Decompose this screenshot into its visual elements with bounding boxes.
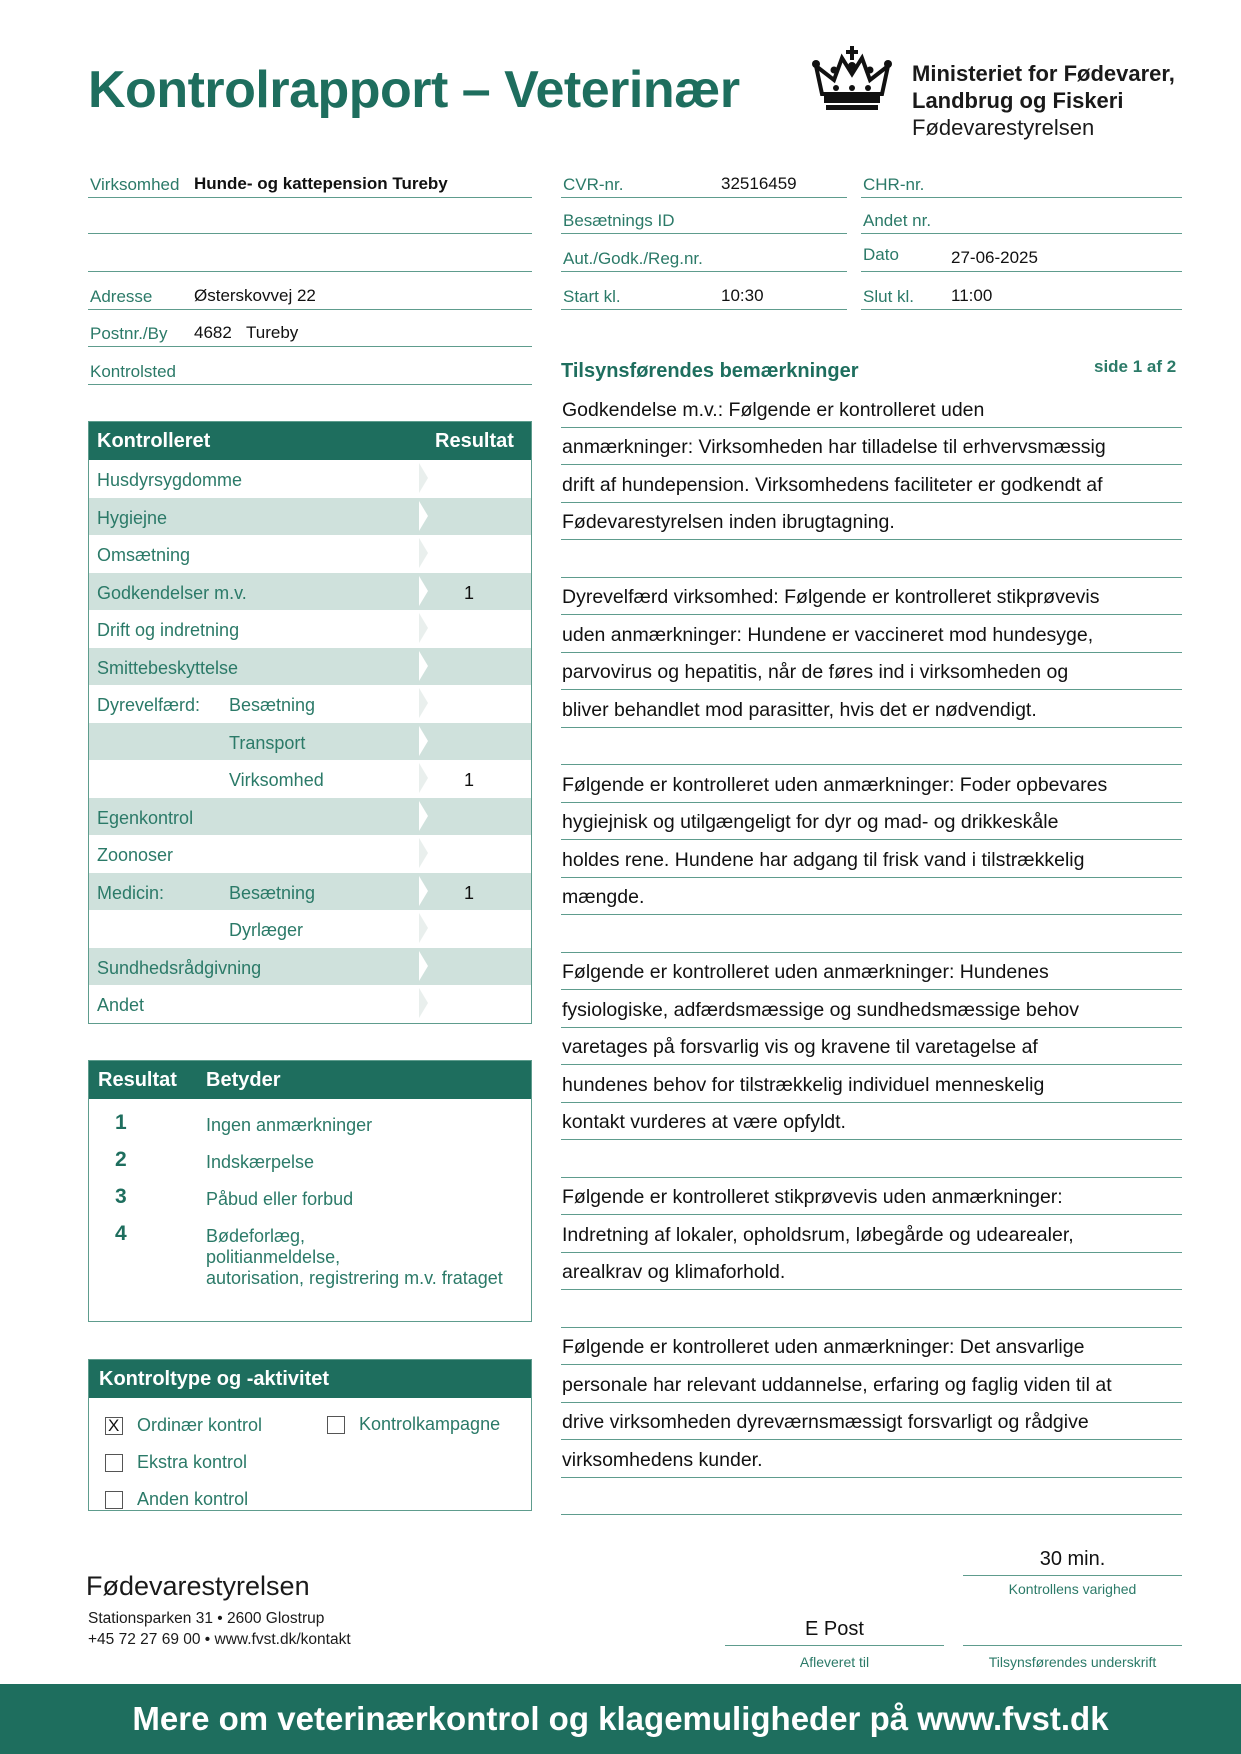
legend-text: Indskærpelse: [206, 1152, 315, 1172]
resultat-legend-header: [89, 1061, 531, 1099]
kontrolleret-row-label: Sundhedsrådgivning: [97, 957, 262, 978]
remark-text: mængde.: [562, 886, 645, 908]
ekstra-kontrol-label: Ekstra kontrol: [137, 1452, 248, 1472]
delivered-value: E Post: [805, 1618, 864, 1640]
kontrolleret-header-result: Resultat: [435, 430, 514, 452]
kontrolleret-row-sublabel: Besætning: [229, 695, 316, 715]
remark-text: Godkendelse m.v.: Følgende er kontrolleret uden: [562, 398, 985, 421]
kontrolleret-row: [89, 573, 531, 611]
remark-text: Dyrevelfærd virksomhed: Følgende er kontrolleret stikprøvevis: [562, 586, 1100, 608]
anden-kontrol-box[interactable]: [105, 1491, 123, 1509]
remark-line: [561, 1365, 1182, 1403]
agency-contact: +45 72 27 69 00 • www.fvst.dk/kontakt: [88, 1631, 351, 1648]
remark-line: [561, 990, 1182, 1028]
agency-address: Stationsparken 31 • 2600 Glostrup: [88, 1610, 325, 1627]
remark-line: [561, 728, 1182, 766]
ordinaer-kontrol-label: Ordinær kontrol: [137, 1415, 263, 1435]
remark-line: [561, 1215, 1182, 1253]
ordinaer-kontrol-box[interactable]: [105, 1417, 123, 1435]
remark-text: uden anmærkninger: Hundene er vaccineret mod hundesyge,: [562, 623, 1094, 646]
kontrolleret-row: [89, 948, 531, 986]
ministry-line-2: Landbrug og Fiskeri: [912, 88, 1124, 113]
dato-value: 27-06-2025: [951, 248, 1038, 267]
kontrolleret-row: [89, 535, 531, 573]
by-value: Tureby: [246, 323, 299, 342]
remark-line: [561, 1065, 1182, 1103]
row-arrow-icon: [419, 726, 428, 756]
remark-line: [561, 840, 1182, 878]
legend-num: 4: [115, 1222, 127, 1245]
kontrolleret-row-label: Husdyrsygdomme: [97, 470, 243, 490]
row-arrow-icon: [419, 501, 428, 531]
adresse-value: Østerskovvej 22: [194, 286, 316, 305]
postnr-field: [88, 311, 532, 347]
duration-value: 30 min.: [1039, 1548, 1106, 1570]
besaetnings-label: Besætnings ID: [563, 211, 675, 230]
legend-num: 1: [115, 1111, 127, 1134]
chr-label: CHR-nr.: [863, 175, 925, 194]
andet-nr-field: [861, 198, 1182, 234]
remark-line: [561, 653, 1182, 691]
kontrolleret-row: [89, 985, 531, 1023]
postnr-value: 4682: [194, 323, 232, 342]
remark-text: drift af hundepension. Virksomhedens faciliteter er godkendt af: [562, 473, 1103, 496]
remark-text: kontakt vurderes at være opfyldt.: [562, 1111, 846, 1133]
anden-kontrol-checkbox[interactable]: [105, 1489, 248, 1510]
kontrolleret-row-label: Hygiejne: [97, 507, 168, 528]
andet-nr-label: Andet nr.: [863, 211, 932, 230]
start-label: Start kl.: [563, 287, 621, 306]
kontrolleret-row-label: Andet: [97, 995, 145, 1015]
row-arrow-icon: [419, 951, 428, 981]
kontrolleret-row-sublabel: Dyrlæger: [229, 920, 304, 940]
agency-name: Fødevarestyrelsen: [86, 1571, 310, 1601]
kontrolsted-field: [88, 349, 532, 385]
remark-line: [561, 1178, 1182, 1216]
betyder-header-label: Betyder: [206, 1069, 281, 1091]
kontrolleret-row: [89, 798, 531, 836]
legend-num: 3: [115, 1185, 127, 1208]
slut-value: 11:00: [951, 286, 993, 305]
kontrolleret-row-result: 1: [464, 770, 475, 790]
cvr-value: 32516459: [721, 174, 797, 193]
signature-caption: Tilsynsførendes underskrift: [988, 1654, 1157, 1670]
remark-line: [561, 1403, 1182, 1441]
ministry-line-3: Fødevarestyrelsen: [912, 115, 1095, 140]
remark-text: Indretning af lokaler, opholdsrum, løbegårde og udearealer,: [562, 1223, 1074, 1246]
remark-line: [561, 803, 1182, 841]
cvr-label: CVR-nr.: [563, 175, 624, 194]
delivered-field: [725, 1610, 944, 1646]
adresse-label: Adresse: [90, 287, 153, 306]
remark-line: [561, 1478, 1182, 1516]
delivered-caption: Afleveret til: [799, 1654, 870, 1670]
page-number: side 1 af 2: [1094, 357, 1177, 376]
kontrolleret-header-label: Kontrolleret: [97, 430, 211, 452]
kontrolleret-row-result: 1: [464, 882, 475, 903]
kontroltype-header-label: Kontroltype og -aktivitet: [99, 1368, 330, 1390]
remark-line: [561, 1328, 1182, 1366]
kontrolleret-row-result: 1: [464, 582, 475, 603]
remark-text: virksomhedens kunder.: [562, 1448, 763, 1471]
row-arrow-icon: [419, 463, 428, 493]
kontrolleret-row: [89, 873, 531, 911]
remark-text: anmærkninger: Virksomheden har tilladelse til erhvervsmæssig: [562, 436, 1106, 458]
remark-line: [561, 465, 1182, 503]
row-arrow-icon: [419, 576, 428, 606]
signature-field: [963, 1610, 1182, 1646]
slut-field: [861, 274, 1182, 310]
virksomhed-line-3: [88, 236, 532, 272]
row-arrow-icon: [419, 538, 428, 568]
virksomhed-label: Virksomhed: [90, 175, 180, 194]
legend-text: Ingen anmærkninger: [206, 1115, 373, 1135]
row-arrow-icon: [419, 913, 428, 943]
remark-text: Følgende er kontrolleret uden anmærkninger: Det ansvarlige: [562, 1336, 1085, 1358]
report-title: Kontrolrapport – Veterinær: [88, 61, 740, 119]
remark-text: drive virksomheden dyreværnsmæssigt forsvarligt og rådgive: [562, 1411, 1089, 1433]
virksomhed-value: Hunde- og kattepension Tureby: [194, 174, 448, 193]
remark-text: fysiologiske, adfærdsmæssige og sundhedsmæssige behov: [562, 998, 1080, 1021]
anden-kontrol-label: Anden kontrol: [137, 1489, 249, 1509]
row-arrow-icon: [419, 651, 428, 681]
kontrolleret-table: [88, 421, 532, 1024]
kontrolleret-row: [89, 610, 531, 648]
kontroltype-box: [88, 1359, 532, 1511]
legend-text: Bødeforlæg, politianmeldelse, autorisation, registrering m.v. frataget: [206, 1226, 503, 1288]
footer-banner: Mere om veterinærkontrol og klagemuligheder på www.fvst.dk: [0, 1684, 1241, 1754]
row-arrow-icon: [419, 763, 428, 793]
remark-line: [561, 915, 1182, 953]
kontrolleret-row-label: Omsætning: [97, 545, 191, 565]
remark-line: [561, 1440, 1182, 1478]
cvr-field: [561, 162, 847, 198]
legend-num: 2: [115, 1148, 127, 1171]
remark-line: [561, 1290, 1182, 1328]
remark-line: [561, 503, 1182, 541]
chr-field: [861, 162, 1182, 198]
remark-line: [561, 690, 1182, 728]
kontrolleret-row: [89, 835, 531, 873]
kontrolleret-row-label: Dyrevelfærd:: [97, 695, 201, 715]
remark-text: bliver behandlet mod parasitter, hvis det er nødvendigt.: [562, 698, 1037, 721]
remark-text: hundenes behov for tilstrækkelig individuel menneskelig: [562, 1073, 1045, 1096]
kontrolleret-rows: [89, 460, 531, 1023]
start-value: 10:30: [721, 286, 764, 305]
virksomhed-line-2: [88, 198, 532, 234]
kontrolleret-row: [89, 460, 531, 498]
kontrolkampagne-checkbox[interactable]: [327, 1414, 500, 1435]
kontrolleret-row-label: Egenkontrol: [97, 807, 194, 828]
remark-line: [561, 1103, 1182, 1141]
resultat-header-label: Resultat: [98, 1069, 177, 1091]
resultat-legend: [88, 1060, 532, 1322]
remark-line: [561, 1253, 1182, 1291]
remark-text: varetages på forsvarlig vis og kravene til varetagelse af: [562, 1036, 1038, 1058]
duration-field: [963, 1540, 1182, 1576]
kontrolleret-row-label: Medicin:: [97, 882, 165, 903]
kontrolleret-row-label: Zoonoser: [97, 845, 174, 865]
remark-line: [561, 428, 1182, 466]
remark-text: Følgende er kontrolleret uden anmærkninger: Hundenes: [562, 961, 1049, 983]
aut-label: Aut./Godk./Reg.nr.: [563, 249, 703, 268]
kontrolleret-row-label: Drift og indretning: [97, 620, 240, 640]
remark-line: [561, 1140, 1182, 1178]
remark-text: personale har relevant uddannelse, erfaring og faglig viden til at: [562, 1373, 1112, 1396]
remark-line: [561, 540, 1182, 578]
remark-text: Følgende er kontrolleret stikprøvevis uden anmærkninger:: [562, 1186, 1063, 1208]
row-arrow-icon: [419, 876, 428, 906]
kontrolleret-row: [89, 685, 531, 723]
kontrolleret-row: [89, 723, 531, 761]
row-arrow-icon: [419, 801, 428, 831]
kontrolkampagne-box[interactable]: [327, 1416, 345, 1434]
ministry-name: [912, 60, 1175, 141]
row-arrow-icon: [419, 613, 428, 643]
kontroltype-header: [89, 1360, 531, 1398]
legend-text: Påbud eller forbud: [206, 1189, 354, 1209]
remark-line: [561, 1028, 1182, 1066]
kontrolleret-row-label: Godkendelser m.v.: [97, 582, 247, 603]
crown-icon: [812, 44, 892, 112]
remark-line: [561, 390, 1182, 428]
remark-line: [561, 953, 1182, 991]
remark-text: parvovirus og hepatitis, når de føres ind i virksomheden og: [562, 661, 1069, 683]
kontrolleret-row: [89, 910, 531, 948]
remark-line: [561, 765, 1182, 803]
aut-field: [561, 236, 847, 272]
kontrolsted-label: Kontrolsted: [90, 362, 176, 381]
kontrolleret-header: [89, 422, 531, 460]
row-arrow-icon: [419, 688, 428, 718]
start-field: [561, 274, 847, 310]
ekstra-kontrol-checkbox[interactable]: [105, 1452, 247, 1473]
kontrolleret-row: [89, 648, 531, 686]
kontrolleret-row-sublabel: Virksomhed: [229, 770, 324, 790]
remark-line: [561, 878, 1182, 916]
ordinaer-kontrol-checkbox[interactable]: [105, 1415, 262, 1436]
besaetnings-field: [561, 198, 847, 234]
dato-label: Dato: [863, 245, 899, 264]
remark-line: [561, 578, 1182, 616]
remark-text: holdes rene. Hundene har adgang til frisk vand i tilstrækkelig: [562, 848, 1085, 871]
postnr-label: Postnr./By: [90, 324, 168, 343]
row-arrow-icon: [419, 988, 428, 1018]
duration-caption: Kontrollens varighed: [1008, 1581, 1137, 1597]
slut-label: Slut kl.: [863, 287, 915, 306]
ekstra-kontrol-box[interactable]: [105, 1454, 123, 1472]
kontrolleret-row-sublabel: Transport: [229, 732, 306, 753]
remark-text: Følgende er kontrolleret uden anmærkninger: Foder opbevares: [562, 773, 1108, 796]
remarks-title: Tilsynsførendes bemærkninger: [561, 360, 859, 382]
remark-text: hygiejnisk og utilgængeligt for dyr og mad- og drikkeskåle: [562, 811, 1059, 833]
kontrolleret-row: [89, 498, 531, 536]
ministry-line-1: Ministeriet for Fødevarer,: [912, 61, 1175, 86]
row-arrow-icon: [419, 838, 428, 868]
adresse-field: [88, 274, 532, 310]
remark-text: Fødevarestyrelsen inden ibrugtagning.: [562, 511, 895, 533]
kontrolkampagne-label: Kontrolkampagne: [359, 1414, 501, 1434]
kontrolleret-row-sublabel: Besætning: [229, 882, 316, 903]
remark-line: [561, 615, 1182, 653]
remark-text: arealkrav og klimaforhold.: [562, 1261, 786, 1283]
kontrolleret-row-label: Smittebeskyttelse: [97, 657, 239, 678]
dato-field: [861, 236, 1182, 272]
virksomhed-field: [88, 162, 532, 198]
kontrolleret-row: [89, 760, 531, 798]
